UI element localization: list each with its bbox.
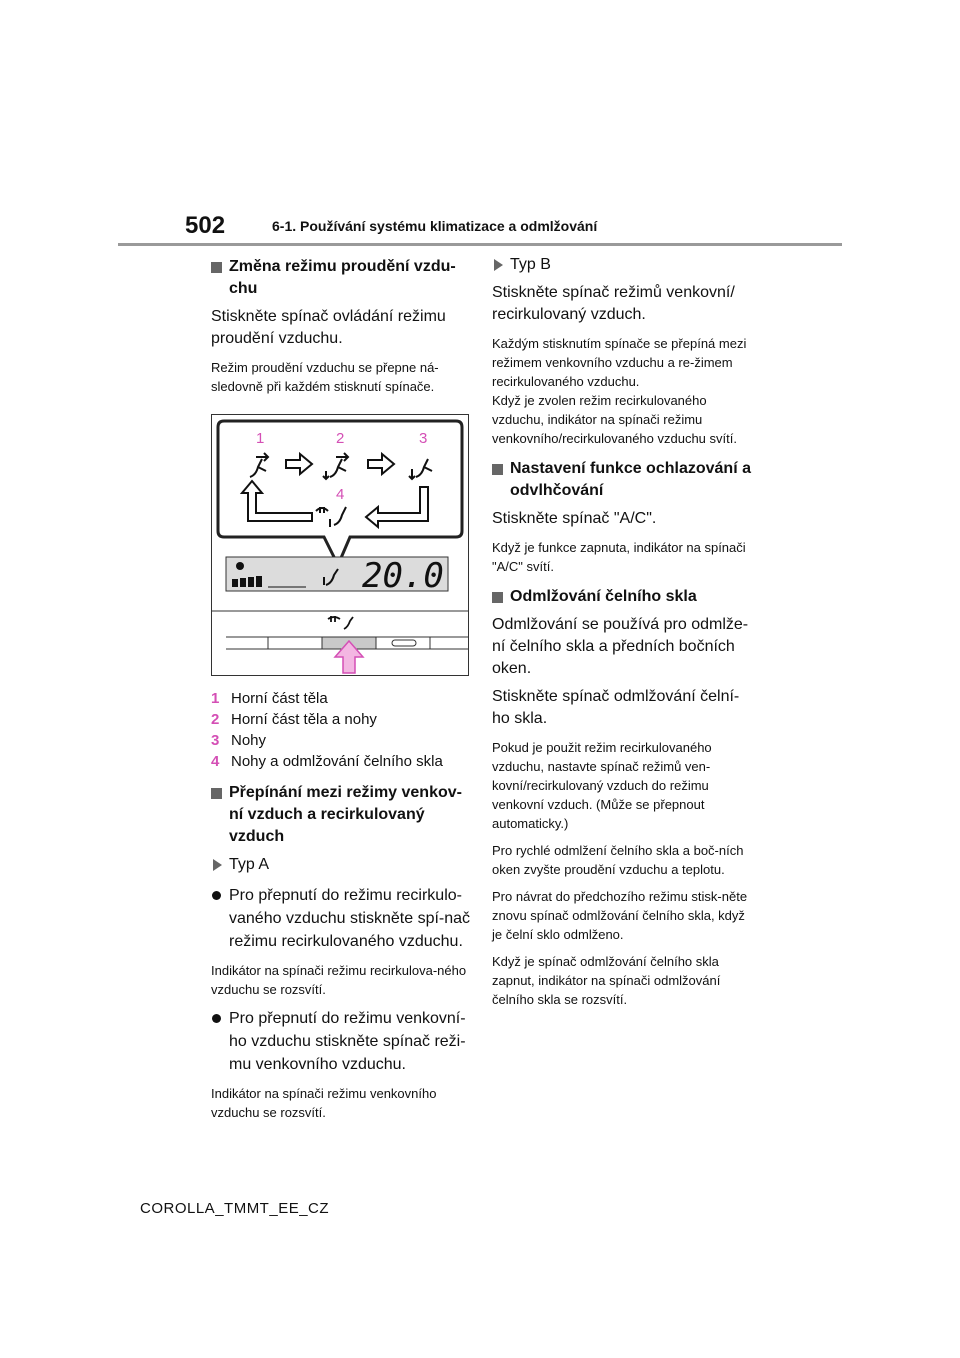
note: Pokud je použit režim recirkulovaného vzduchu, nastavte spínač režimů ven-kovní/recirkulovaný vzduch do režimu venkovní vzduch. (Může se přepnout automaticky.): [492, 740, 712, 831]
heading-ac: Nastavení funkce ochlazování a odvlhčování: [492, 458, 752, 502]
paragraph: Stiskněte spínač "A/C".: [492, 510, 657, 527]
label-3: 3: [419, 430, 428, 447]
note: Pro návrat do předchozího režimu stisk-něte znovu spínač odmlžování čelního skla, když je čelní sklo odmlženo.: [492, 889, 748, 942]
heading-recirculation: Přepínání mezi režimy venkov-ní vzduch a recirkulovaný vzduch: [211, 782, 471, 848]
note: Indikátor na spínači režimu venkovního vzduchu se rozsvítí.: [211, 1086, 437, 1120]
header-divider: [118, 243, 842, 246]
square-bullet-icon: [492, 592, 503, 603]
bullet-outside-air: Pro přepnutí do režimu venkovní-ho vzduchu stiskněte spínač reži-mu venkovního vzduchu.: [211, 1007, 471, 1076]
paragraph: Stiskněte spínač odmlžování čelní-ho skla.: [492, 688, 740, 727]
triangle-bullet-icon: [494, 259, 503, 271]
paragraph: Stiskněte spínač režimů venkovní/ recirkulovaný vzduch.: [492, 284, 735, 323]
legend-item: 2 Horní část těla a nohy: [211, 711, 377, 728]
note: Režim proudění vzduchu se přepne ná-sledovně při každém stisknutí spínače.: [211, 360, 439, 394]
label-1: 1: [256, 430, 265, 447]
bullet-recirculate: Pro přepnutí do režimu recirkulo-vaného vzduchu stiskněte spí-nač režimu recirkulovaného vzduchu.: [211, 884, 471, 953]
dot-bullet-icon: [212, 891, 221, 900]
page-number: 502: [185, 212, 226, 239]
note: Pro rychlé odmlžení čelního skla a boč-ních oken zvyšte proudění vzduchu a teplotu.: [492, 843, 744, 877]
triangle-bullet-icon: [213, 859, 222, 871]
section-title: 6-1. Používání systému klimatizace a odmlžování: [272, 218, 598, 234]
temperature-readout: 20.0: [362, 556, 444, 596]
square-bullet-icon: [211, 788, 222, 799]
indicator-slot-icon: [392, 640, 416, 646]
heading-defrost: Odmlžování čelního skla: [492, 586, 752, 608]
square-bullet-icon: [211, 262, 222, 273]
type-b-label: Typ B: [492, 254, 752, 276]
dot-bullet-icon: [212, 1014, 221, 1023]
footer-code: COROLLA_TMMT_EE_CZ: [140, 1200, 330, 1217]
type-a-label: Typ A: [211, 854, 471, 876]
paragraph: Odmlžování se používá pro odmlže-ní čelního skla a předních bočních oken.: [492, 616, 749, 677]
paragraph: Stiskněte spínač ovládání režimu proudění vzduchu.: [211, 308, 446, 347]
defrost-icon: [328, 616, 353, 629]
airflow-mode-figure: [211, 414, 469, 676]
label-4: 4: [336, 486, 345, 503]
legend-item: 1 Horní část těla: [211, 690, 328, 707]
note: Když je zvolen režim recirkulovaného vzduchu, indikátor na spínači režimu venkovního/recirkulovaného vzduchu svítí.: [492, 393, 737, 446]
right-column: [492, 252, 752, 1009]
square-bullet-icon: [492, 464, 503, 475]
label-2: 2: [336, 430, 345, 447]
legend-item: 3 Nohy: [211, 732, 267, 749]
note: Když je funkce zapnuta, indikátor na spínači "A/C" svítí.: [492, 540, 746, 574]
left-column: [211, 252, 471, 1122]
heading-airflow-mode: Změna režimu proudění vzdu-chu: [211, 256, 471, 300]
airflow-diagram: [212, 415, 468, 675]
note: Když je spínač odmlžování čelního skla zapnut, indikátor na spínači odmlžování čelního skla se rozsvítí.: [492, 954, 721, 1007]
legend-item: 4 Nohy a odmlžování čelního skla: [211, 753, 443, 770]
note: Každým stisknutím spínače se přepíná mezi režimem venkovního vzduchu a re-žimem recirkulovaného vzduchu.: [492, 336, 747, 389]
note: Indikátor na spínači režimu recirkulova-ného vzduchu se rozsvítí.: [211, 963, 467, 997]
figure-legend: [211, 688, 471, 772]
